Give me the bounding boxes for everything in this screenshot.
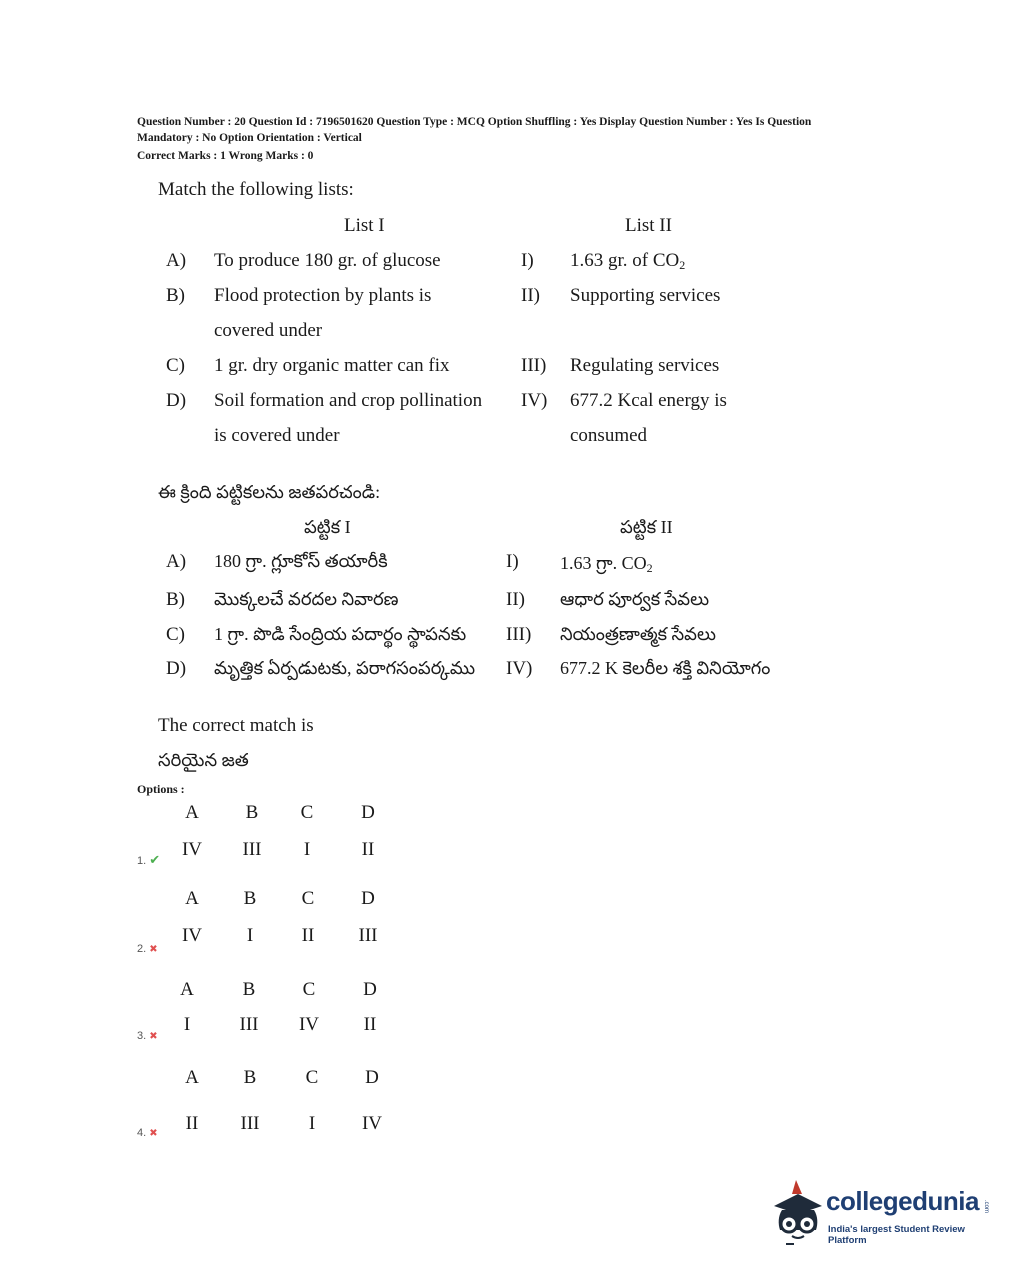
option-2-value-b: I: [246, 925, 254, 946]
telugu-row-ii-key: II): [506, 589, 525, 610]
option-3-header-d: D: [363, 979, 377, 1000]
row-iv-text-1: 677.2 Kcal energy is: [570, 390, 727, 411]
telugu-row-c-text: 1 గ్రా. పొడి సేంద్రియ పదార్థం స్థాపనకు: [214, 624, 467, 644]
row-c-text: 1 gr. dry organic matter can fix: [214, 355, 450, 376]
cross-icon: ✖: [149, 1031, 158, 1042]
option-4-header-c: C: [305, 1067, 319, 1088]
row-a-text: To produce 180 gr. of glucose: [214, 250, 441, 271]
list1-header: List I: [344, 215, 385, 236]
option-1-value-c: I: [303, 839, 311, 860]
telugu-row-iv-text: 677.2 K కెలరీల శక్తి వినియోగం: [560, 658, 771, 678]
row-b-text-1: Flood protection by plants is: [214, 285, 432, 306]
telugu-row-d-key: D): [166, 658, 187, 679]
row-a-key: A): [166, 250, 187, 271]
options-label: Options :: [137, 782, 185, 796]
question-meta: [137, 114, 937, 164]
option-1-value-a: IV: [181, 839, 203, 860]
telugu-prompt: ఈ క్రింది పట్టికలను జతపరచండి:: [158, 482, 381, 502]
row-ii-text: Supporting services: [570, 285, 721, 306]
option-4-number[interactable]: 4. ✖: [137, 1127, 158, 1139]
cross-icon: ✖: [149, 944, 158, 955]
row-d-key: D): [166, 390, 187, 411]
row-iv-text-2: consumed: [570, 425, 648, 446]
option-3-value-d: II: [363, 1014, 377, 1035]
meta-marks: Correct Marks : 1 Wrong Marks : 0: [137, 150, 314, 162]
row-iii-key: III): [521, 355, 547, 376]
row-i-text: 1.63 gr. of $CO_2$: [570, 250, 686, 272]
telugu-row-b-key: B): [166, 589, 185, 610]
option-1-number[interactable]: 1. ✔: [137, 852, 161, 867]
option-4-value-d: IV: [361, 1113, 383, 1134]
row-iv-key: IV): [521, 390, 548, 411]
logo-name: collegedunia: [826, 1186, 979, 1216]
answer-prompt-english: The correct match is: [158, 715, 314, 736]
meta-line-1: Question Number : 20 Question Id : 7196501620 Question Type : MCQ Option Shuffling : Yes Display Question Number : Yes Is Question: [137, 116, 812, 128]
option-1-value-d: II: [361, 839, 375, 860]
collegedunia-logo[interactable]: [768, 1180, 993, 1246]
option-1-value-b: III: [242, 839, 262, 860]
option-2-header-c: C: [301, 888, 315, 909]
option-3-value-a: I: [183, 1014, 191, 1035]
logo-tagline: India's largest Student Review Platform: [828, 1224, 965, 1246]
row-b-text-2: covered under: [214, 320, 323, 341]
option-4-value-b: III: [240, 1113, 260, 1134]
check-icon: ✔: [149, 852, 161, 867]
option-2-number[interactable]: 2. ✖: [137, 943, 158, 955]
telugu-row-i-text: 1.63 గ్రా. $CO_2$: [560, 553, 653, 575]
option-4-header-d: D: [365, 1067, 379, 1088]
telugu-row-d-text: మృత్తిక ఏర్పడుటకు, పరాగసంపర్కము: [214, 658, 476, 678]
row-d-text-1: Soil formation and crop pollination: [214, 390, 483, 411]
telugu-list1-header: పట్టిక I: [304, 517, 351, 537]
option-3-value-c: IV: [298, 1014, 320, 1035]
option-2-value-a: IV: [181, 925, 203, 946]
option-4-header-b: B: [243, 1067, 257, 1088]
option-3-value-b: III: [239, 1014, 259, 1035]
option-3-number[interactable]: 3. ✖: [137, 1030, 158, 1042]
telugu-row-iv-key: IV): [506, 658, 533, 679]
meta-line-2: Mandatory : No Option Orientation : Vertical: [137, 132, 362, 144]
option-1-header-a: A: [185, 802, 199, 823]
telugu-row-ii-text: ఆధార పూర్వక సేవలు: [560, 589, 710, 609]
row-i-key: I): [521, 250, 534, 271]
telugu-row-b-text: మొక్కలచే వరదల నివారణ: [214, 589, 399, 609]
option-3-header-b: B: [242, 979, 256, 1000]
row-b-key: B): [166, 285, 185, 306]
answer-prompt-telugu: సరియైన జత: [158, 750, 249, 770]
row-iii-text: Regulating services: [570, 355, 720, 376]
option-4-value-c: I: [308, 1113, 316, 1134]
telugu-row-i-key: I): [506, 551, 519, 572]
mascot-icon: [768, 1180, 826, 1246]
option-4-value-a: II: [185, 1113, 199, 1134]
english-prompt: Match the following lists:: [158, 179, 354, 200]
cross-icon: ✖: [149, 1128, 158, 1139]
row-d-text-2: is covered under: [214, 425, 340, 446]
option-4-header-a: A: [185, 1067, 199, 1088]
list2-header: List II: [625, 215, 672, 236]
option-2-header-b: B: [243, 888, 257, 909]
telugu-row-c-key: C): [166, 624, 185, 645]
logo-domain: .com: [983, 1200, 989, 1214]
option-2-header-a: A: [185, 888, 199, 909]
option-2-value-d: III: [358, 925, 378, 946]
option-2-value-c: II: [301, 925, 315, 946]
telugu-row-iii-key: III): [506, 624, 532, 645]
telugu-row-a-key: A): [166, 551, 187, 572]
telugu-list2-header: పట్టిక II: [620, 517, 673, 537]
option-3-header-c: C: [302, 979, 316, 1000]
option-3-header-a: A: [180, 979, 194, 1000]
row-c-key: C): [166, 355, 185, 376]
row-ii-key: II): [521, 285, 540, 306]
telugu-row-a-text: 180 గ్రా. గ్లూకోస్ తయారీకి: [214, 551, 388, 571]
option-1-header-d: D: [361, 802, 375, 823]
telugu-row-iii-text: నియంత్రణాత్మక సేవలు: [560, 624, 716, 644]
option-2-header-d: D: [361, 888, 375, 909]
option-1-header-b: B: [245, 802, 259, 823]
option-1-header-c: C: [300, 802, 314, 823]
